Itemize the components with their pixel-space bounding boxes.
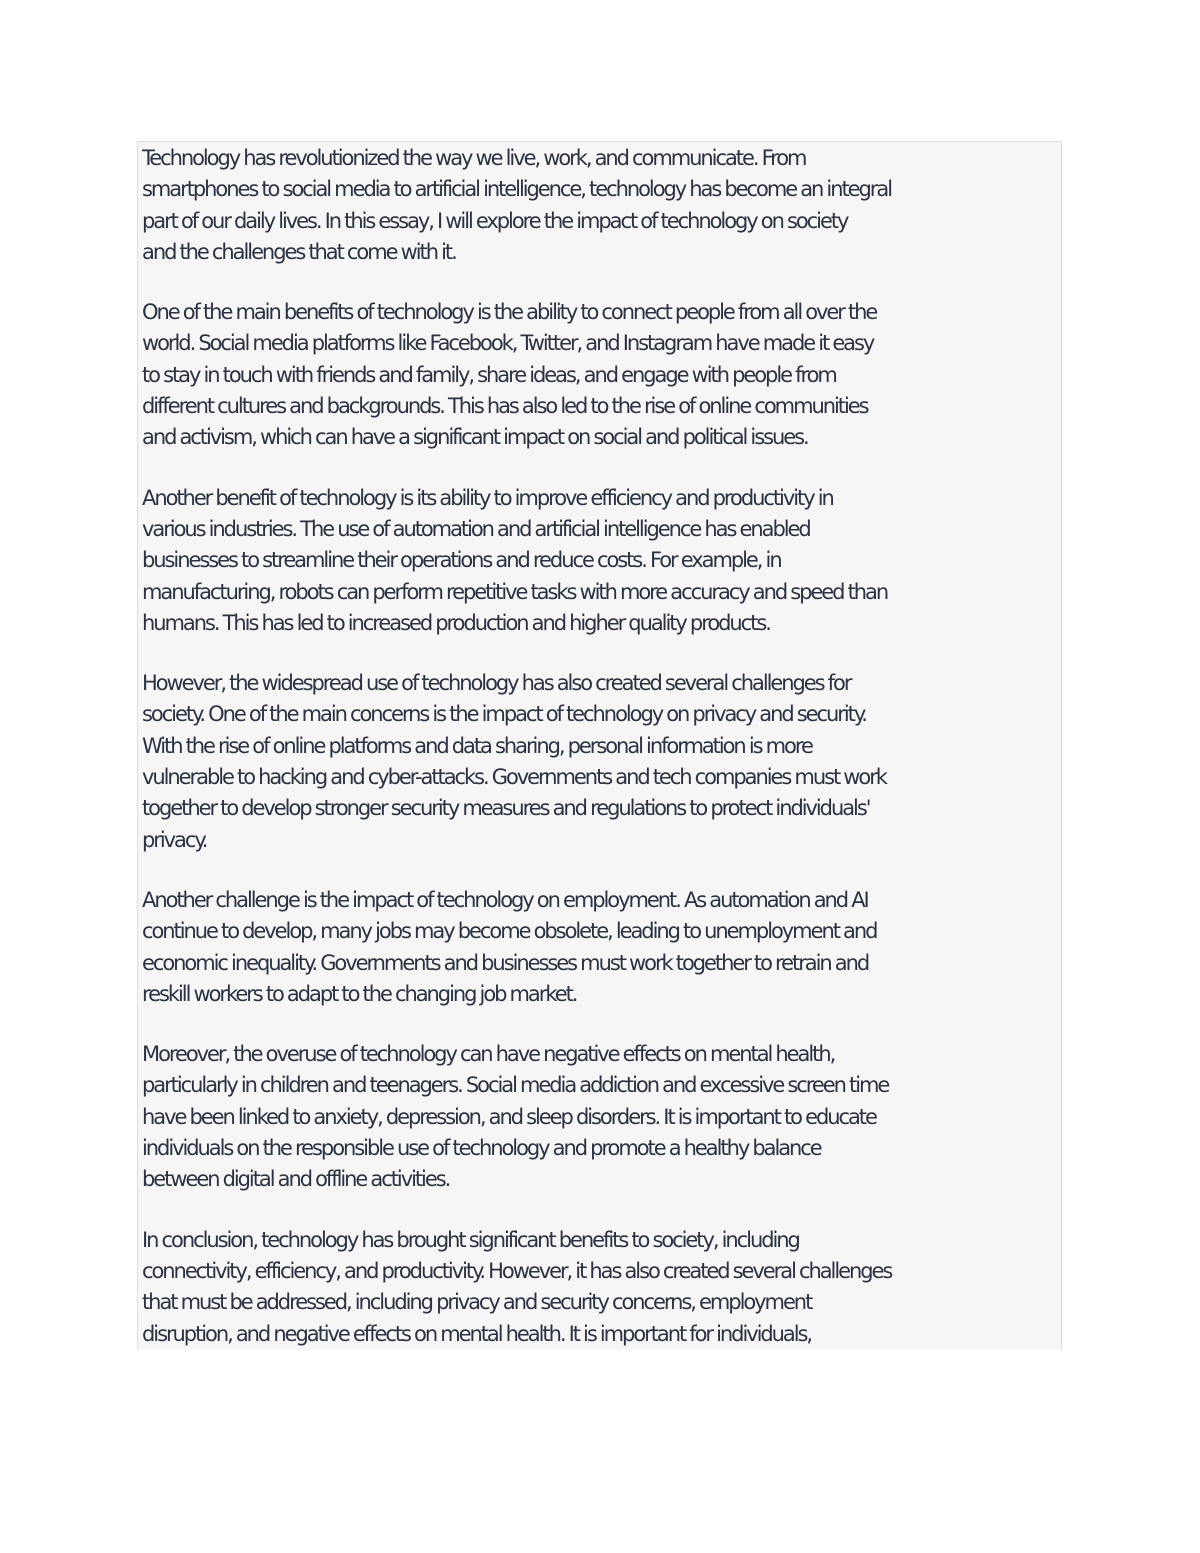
text-line: together to develop stronger security measures and regulations to protect individuals'	[142, 796, 870, 821]
essay-text-box	[137, 141, 1062, 1350]
text-line: reskill workers to adapt to the changing job market.	[142, 981, 577, 1006]
text-line: humans. This has led to increased production and higher quality products.	[142, 610, 770, 635]
text-line: privacy.	[142, 827, 207, 852]
text-line: individuals on the responsible use of technology and promote a healthy balance	[142, 1136, 821, 1161]
essay-paragraph-mental-health	[142, 1039, 1061, 1195]
text-line: businesses to streamline their operations and reduce costs. For example, in	[142, 548, 781, 573]
text-line: various industries. The use of automation and artificial intelligence has enabled	[142, 516, 810, 541]
text-line: Another benefit of technology is its ability to improve efficiency and productivity in	[142, 485, 833, 510]
text-line: world. Social media platforms like Facebook, Twitter, and Instagram have made it easy	[142, 331, 874, 356]
text-line: In conclusion, technology has brought significant benefits to society, including	[142, 1227, 799, 1252]
text-line: and activism, which can have a significant impact on social and political issues.	[142, 425, 808, 450]
text-line: economic inequality. Governments and businesses must work together to retrain and	[142, 950, 869, 975]
text-line: continue to develop, many jobs may become obsolete, leading to unemployment and	[142, 919, 877, 944]
text-line: society. One of the main concerns is the impact of technology on privacy and security.	[142, 702, 866, 727]
text-line: manufacturing, robots can perform repetitive tasks with more accuracy and speed than	[142, 579, 888, 604]
text-line: One of the main benefits of technology is the ability to connect people from all over the	[142, 300, 877, 325]
text-line: Technology has revolutionized the way we live, work, and communicate. From	[142, 146, 806, 170]
text-line: With the rise of online platforms and data sharing, personal information is more	[142, 733, 812, 758]
text-line: part of our daily lives. In this essay, I will explore the impact of technology on society	[142, 208, 848, 233]
essay-paragraph-efficiency	[142, 483, 1061, 639]
text-line: different cultures and backgrounds. This has also led to the rise of online communities	[142, 394, 868, 419]
text-line: connectivity, efficiency, and productivity. However, it has also created several challenges	[142, 1258, 892, 1283]
essay-paragraph-employment	[142, 885, 1061, 1010]
text-line: However, the widespread use of technology has also created several challenges for	[142, 671, 851, 696]
text-line: and the challenges that come with it.	[142, 239, 456, 264]
text-line: to stay in touch with friends and family, share ideas, and engage with people from	[142, 362, 836, 387]
essay-paragraph-conclusion	[142, 1225, 1061, 1350]
text-line: smartphones to social media to artificial intelligence, technology has become an integral	[142, 177, 891, 202]
text-line: Another challenge is the impact of technology on employment. As automation and AI	[142, 887, 868, 912]
essay-paragraph-privacy	[142, 668, 1061, 856]
text-line: between digital and offline activities.	[142, 1167, 450, 1192]
text-line: that must be addressed, including privacy and security concerns, employment	[142, 1290, 812, 1315]
text-line: particularly in children and teenagers. Social media addiction and excessive screen time	[142, 1073, 889, 1098]
text-line: vulnerable to hacking and cyber-attacks. Governments and tech companies must work	[142, 765, 886, 790]
essay-paragraph-connectivity	[142, 297, 1061, 453]
essay-paragraph-intro	[142, 143, 1061, 268]
text-line: have been linked to anxiety, depression, and sleep disorders. It is important to educate	[142, 1104, 876, 1129]
text-line: disruption, and negative effects on mental health. It is important for individuals,	[142, 1321, 812, 1346]
text-line: Moreover, the overuse of technology can have negative effects on mental health,	[142, 1042, 835, 1067]
